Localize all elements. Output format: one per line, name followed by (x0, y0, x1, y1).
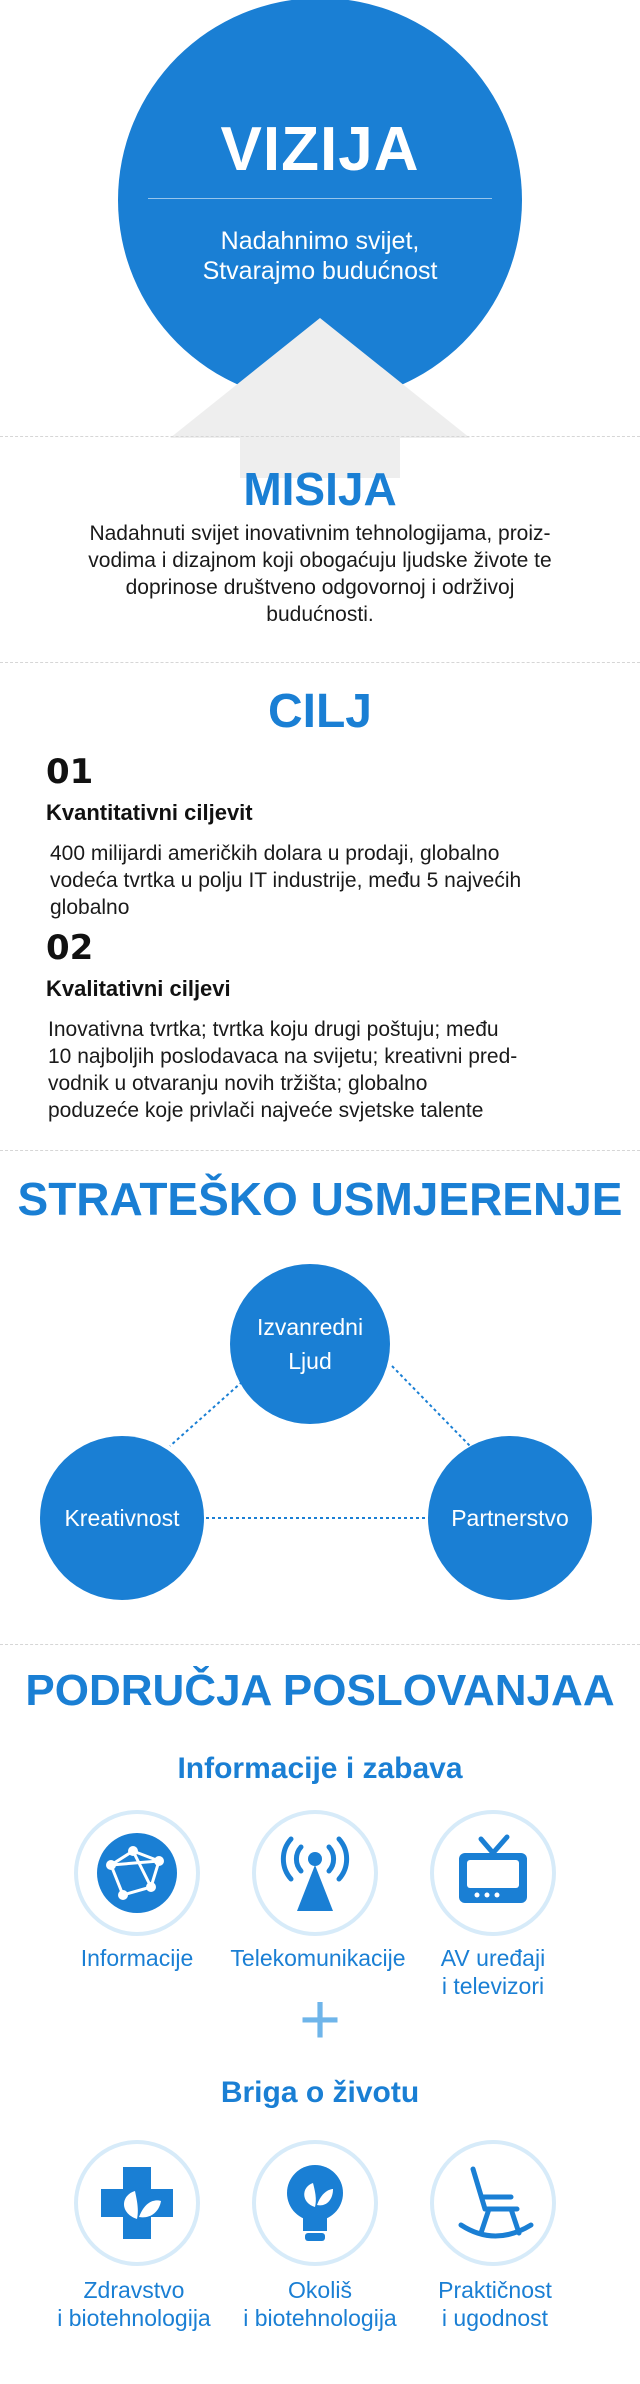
strategy-people-circle (230, 1264, 390, 1424)
label-line: i biotehnologija (243, 2305, 397, 2331)
vision-subtitle-line2: Stvarajmo budućnost (202, 257, 438, 285)
goal-line: vodeća tvrtka u polju IT industrije, među 5 najvećih (50, 869, 522, 892)
divider (0, 662, 640, 663)
environment-icon-ring (252, 2140, 378, 2266)
label-line: Telekomunikacije (230, 1945, 406, 1971)
group-life-care-title: Briga o životu (220, 2076, 420, 2109)
strategy-creativity-label: Kreativnost (64, 1505, 180, 1531)
label-convenience (400, 2276, 590, 2332)
goal-line: 400 milijardi američkih dolara u prodaji, globalno (50, 842, 500, 865)
strategy-partnership-label: Partnerstvo (451, 1505, 569, 1531)
mission-title: MISIJA (243, 463, 397, 515)
vision-subtitle-line1: Nadahnimo svijet, (220, 227, 420, 255)
goal-line: globalno (50, 896, 130, 919)
goal-heading-qualitative: Kvalitativni ciljevi (46, 976, 231, 1001)
lightbulb-leaf-icon (267, 2155, 363, 2251)
label-line: i biotehnologija (57, 2305, 211, 2331)
mission-text (40, 520, 600, 628)
rocking-chair-icon (445, 2155, 541, 2251)
telecom-icon-ring (252, 1810, 378, 1936)
strategy-partnership-circle (428, 1436, 592, 1600)
group-info-entertainment-title: Informacije i zabava (177, 1752, 463, 1785)
mission-line: budućnosti. (266, 603, 374, 626)
divider (0, 436, 640, 437)
strategy-creativity-circle (40, 1436, 204, 1600)
globe-network-icon (89, 1825, 185, 1921)
strategy-people-line1: Izvanredni (256, 1314, 364, 1340)
strategy-title: STRATEŠKO USMJERENJE (17, 1173, 623, 1225)
goal-line: 10 najboljih poslodavaca na svijetu; kreativni pred- (48, 1045, 518, 1068)
label-line: i televizori (441, 1973, 545, 1999)
label-line: i ugodnost (441, 2305, 549, 2331)
label-telecom (218, 1944, 418, 1972)
label-line: Praktičnost (438, 2277, 552, 2303)
mission-line: vodima i dizajnom koji obogaćuju ljudske živote te (88, 549, 552, 572)
television-icon (445, 1825, 541, 1921)
label-environment (220, 2276, 420, 2332)
up-arrow-shape (170, 318, 470, 478)
business-title: PODRUČJA POSLOVANJAA (25, 1666, 615, 1715)
goal-text-quantitative (50, 840, 610, 921)
goal-line: poduzeće koje privlači najveće svjetske talente (48, 1099, 484, 1122)
goal-number-02: 02 (46, 928, 94, 968)
label-line: Okoliš (288, 2277, 352, 2303)
label-health (34, 2276, 234, 2332)
strategy-people-line2: Ljud (288, 1348, 332, 1374)
divider (0, 1644, 640, 1645)
mission-line: Nadahnuti svijet inovativnim tehnologijama, proiz- (89, 522, 551, 545)
goal-line: Inovativna tvrtka; tvrtka koju drugi poštuju; među (48, 1018, 499, 1041)
goal-line: vodnik u otvaranju novih tržišta; globalno (48, 1072, 428, 1095)
goal-title: CILJ (267, 685, 372, 738)
plus-sign: + (298, 1980, 342, 2060)
antenna-tower-icon (267, 1825, 363, 1921)
medical-cross-leaf-icon (89, 2155, 185, 2251)
goal-heading-quantitative: Kvantitativni ciljevit (46, 800, 253, 825)
label-line: Informacije (80, 1945, 194, 1971)
divider (0, 1150, 640, 1151)
label-line: AV uređaji (440, 1945, 546, 1971)
av-tv-icon-ring (430, 1810, 556, 1936)
vision-divider (148, 198, 492, 199)
information-icon-ring (74, 1810, 200, 1936)
mission-line: doprinose društveno odgovornoj i održivoj (125, 576, 515, 599)
health-icon-ring (74, 2140, 200, 2266)
label-information (44, 1944, 230, 1972)
label-line: Zdravstvo (83, 2277, 185, 2303)
goal-text-qualitative (48, 1016, 618, 1124)
vision-title: VIZIJA (220, 115, 420, 184)
goal-number-01: 01 (46, 752, 94, 792)
convenience-icon-ring (430, 2140, 556, 2266)
vision-subtitle (118, 226, 522, 286)
